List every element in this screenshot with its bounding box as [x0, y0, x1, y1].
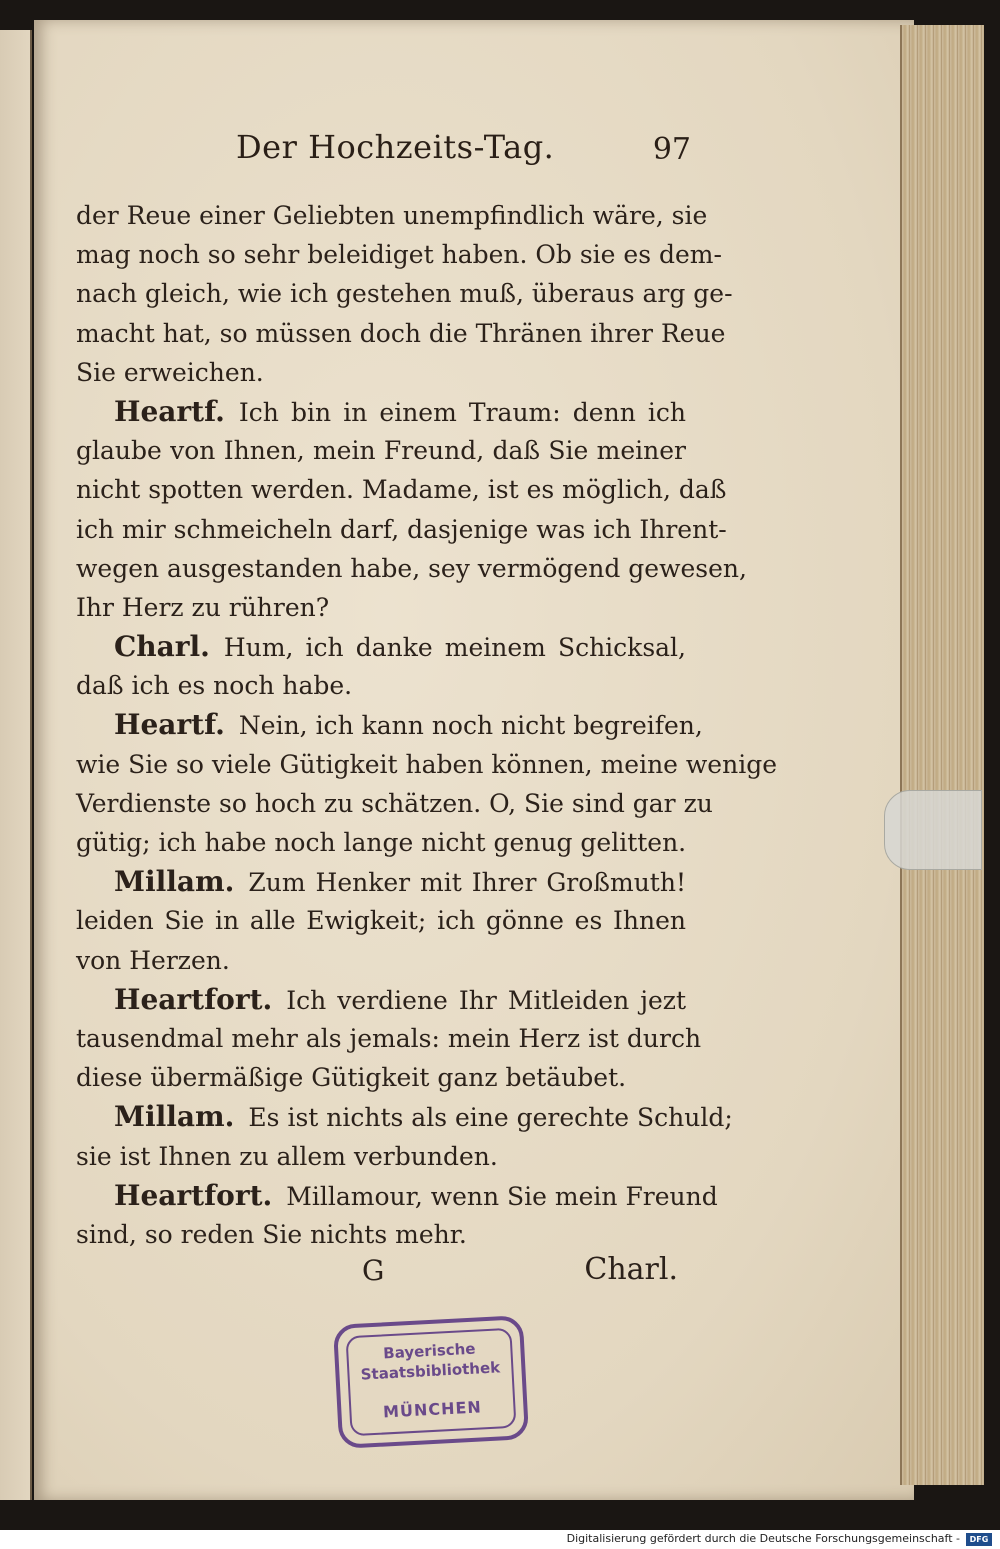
- text-line: [76, 980, 686, 1019]
- page-header: [236, 128, 691, 176]
- line-text: Verdienste so hoch zu schätzen. O, Sie sind gar zu: [76, 788, 713, 818]
- speaker-name: Heartfort.: [114, 1178, 273, 1212]
- text-line: [76, 901, 686, 940]
- text-line: [76, 627, 686, 666]
- line-text: Ihr Herz zu rühren?: [76, 592, 330, 622]
- line-text: sind, so reden Sie nichts mehr.: [76, 1219, 467, 1249]
- text-line: [76, 235, 722, 274]
- line-text: wie Sie so viele Gütigkeit haben können, meine wenige: [76, 749, 778, 779]
- line-text: diese übermäßige Gütigkeit ganz betäubet.: [76, 1063, 627, 1093]
- credit-text: Digitalisierung gefördert durch die Deutsche Forschungsgemeinschaft -: [566, 1532, 960, 1545]
- text-line: [76, 1019, 702, 1058]
- text-line: [76, 823, 686, 862]
- line-text: nach gleich, wie ich gestehen muß, überaus arg ge-: [76, 279, 733, 309]
- line-text: Ich bin in einem Traum: denn ich: [238, 397, 686, 427]
- stamp-text-line1: Bayerische: [382, 1339, 476, 1363]
- text-line: [76, 392, 686, 431]
- text-line: [76, 1215, 686, 1254]
- text-line: [76, 431, 686, 470]
- page-holder-clip: [884, 790, 982, 870]
- text-line: [76, 1137, 686, 1176]
- text-line: [76, 784, 713, 823]
- line-text: Millamour, wenn Sie mein Freund: [286, 1181, 718, 1211]
- catchword: Charl.: [584, 1252, 678, 1287]
- line-text: wegen ausgestanden habe, sey vermögend gewesen,: [76, 553, 747, 583]
- line-text: Zum Henker mit Ihrer Großmuth!: [248, 868, 686, 898]
- digitization-credit-bar: [0, 1530, 1000, 1549]
- text-line: [76, 274, 733, 313]
- text-line: [76, 666, 686, 705]
- text-line: [76, 353, 686, 392]
- text-line: [76, 549, 747, 588]
- page-footer: [76, 1250, 686, 1294]
- stamp-text-line2: Staatsbibliothek: [360, 1358, 501, 1384]
- text-line: [76, 510, 727, 549]
- line-text: Hum, ich danke meinem Schicksal,: [223, 633, 686, 663]
- text-line: [76, 745, 778, 784]
- line-text: tausendmal mehr als jemals: mein Herz ist durch: [76, 1023, 702, 1053]
- stamp-text-line3: MÜNCHEN: [382, 1397, 483, 1422]
- line-text: sie ist Ihnen zu allem verbunden.: [76, 1141, 498, 1171]
- speaker-name: Heartfort.: [114, 982, 273, 1016]
- text-line: [76, 314, 726, 353]
- line-text: Es ist nichts als eine gerechte Schuld;: [248, 1103, 733, 1133]
- line-text: ich mir schmeicheln darf, dasjenige was ich Ihrent-: [76, 514, 727, 544]
- page-number: 97: [652, 132, 691, 167]
- line-text: Sie erweichen.: [76, 357, 264, 387]
- line-text: mag noch so sehr beleidiget haben. Ob sie es dem-: [76, 240, 722, 270]
- speaker-name: Millam.: [114, 865, 235, 899]
- text-line: [76, 470, 727, 509]
- line-text: daß ich es noch habe.: [76, 671, 353, 701]
- line-text: der Reue einer Geliebten unempfindlich wäre, sie: [76, 201, 708, 230]
- text-line: [76, 705, 703, 744]
- line-text: nicht spotten werden. Madame, ist es möglich, daß: [76, 475, 727, 505]
- page-block-edge: [900, 25, 984, 1485]
- body-text: [76, 196, 778, 1254]
- line-text: von Herzen.: [76, 945, 230, 975]
- line-text: Nein, ich kann noch nicht begreifen,: [238, 711, 703, 741]
- line-text: macht hat, so müssen doch die Thränen ihrer Reue: [76, 318, 726, 348]
- speaker-name: Heartf.: [114, 394, 225, 428]
- library-stamp: [333, 1315, 529, 1449]
- text-line: [76, 1097, 733, 1136]
- facing-page-edge: [0, 30, 32, 1500]
- text-line: [76, 1058, 686, 1097]
- line-text: glaube von Ihnen, mein Freund, daß Sie meiner: [76, 436, 686, 466]
- text-line: [76, 1176, 718, 1215]
- text-line: [76, 588, 686, 627]
- text-line: [76, 941, 686, 980]
- line-text: Ich verdiene Ihr Mitleiden jezt: [286, 985, 686, 1015]
- dfg-logo-icon: DFG: [966, 1533, 992, 1546]
- speaker-name: Millam.: [114, 1100, 235, 1134]
- running-head: Der Hochzeits-Tag.: [236, 128, 555, 166]
- line-text: leiden Sie in alle Ewigkeit; ich gönne es Ihnen: [76, 906, 686, 936]
- signature-mark: G: [362, 1254, 385, 1287]
- text-line: [76, 196, 708, 235]
- speaker-name: Charl.: [114, 630, 210, 664]
- text-line: [76, 862, 686, 901]
- speaker-name: Heartf.: [114, 708, 225, 742]
- line-text: gütig; ich habe noch lange nicht genug gelitten.: [76, 828, 687, 857]
